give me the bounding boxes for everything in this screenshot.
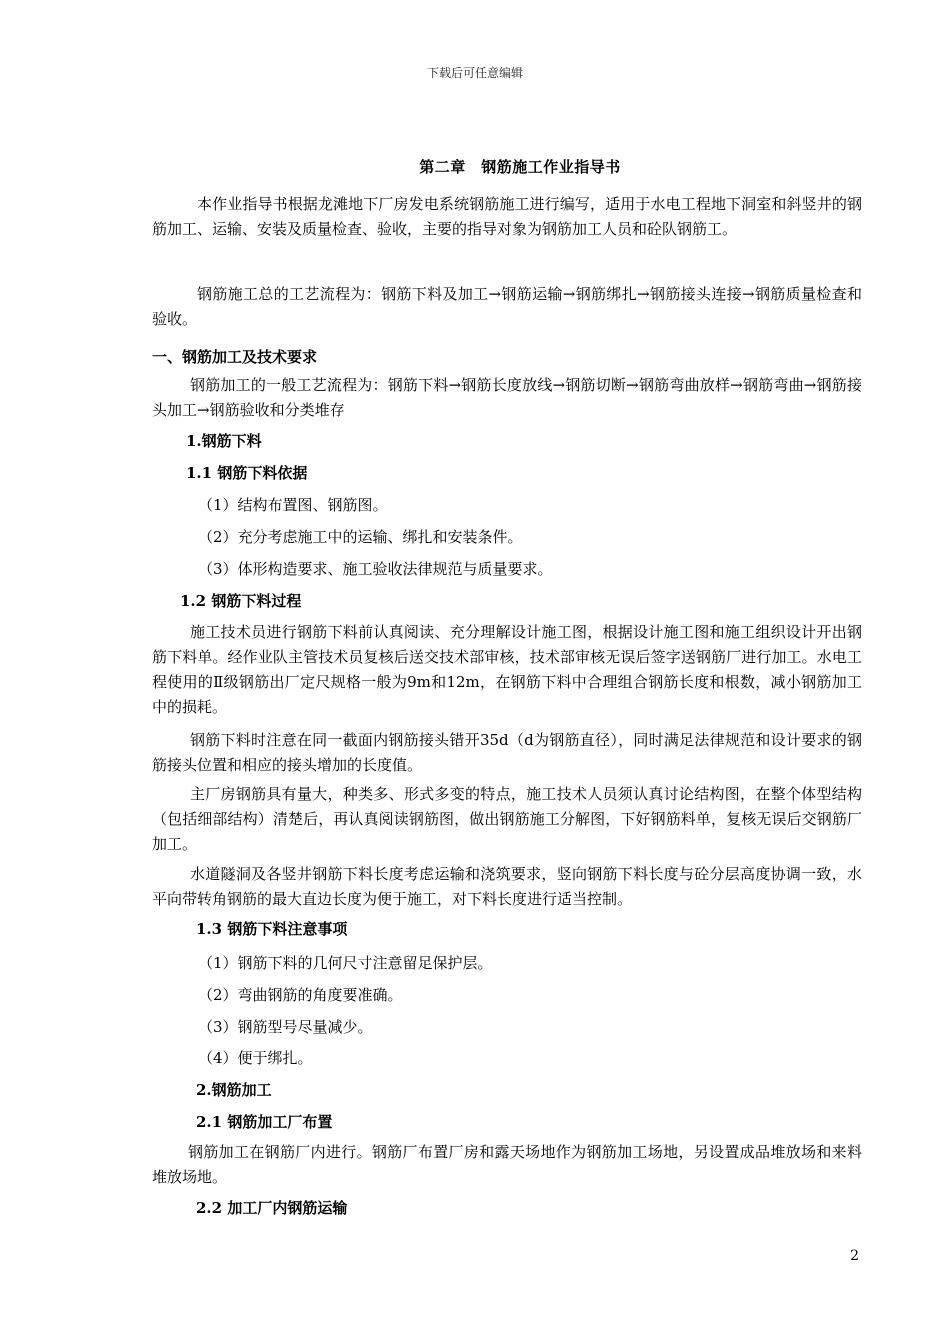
list-item: （1）钢筋下料的几何尺寸注意留足保护层。	[198, 954, 493, 972]
section-1-heading: 一、钢筋加工及技术要求	[152, 348, 318, 366]
page-header: 下载后可任意编辑	[426, 66, 523, 80]
subsection-2-heading: 2.钢筋加工	[196, 1081, 272, 1099]
subsection-1-heading: 1.钢筋下料	[186, 432, 262, 450]
list-item: （1）结构布置图、钢筋图。	[198, 496, 388, 514]
paragraph: 施工技术员进行钢筋下料前认真阅读、充分理解设计施工图，根据设计施工图和施工组织设计开出钢筋下料单。经作业队主管技术员复核后送交技术部审核，技术部审核无误后签字送钢筋厂进行加工。水电工程使用的Ⅱ级钢筋出厂定尺规格一般为9m和12m，在钢筋下料中合理组合钢筋长度和根数，减小钢筋加工中的损耗。	[152, 623, 862, 716]
subsection-2-2-heading: 2.2 加工厂内钢筋运输	[196, 1199, 348, 1217]
intro-paragraph-1: 本作业指导书根据龙滩地下厂房发电系统钢筋施工进行编写，适用于水电工程地下洞室和斜竖井的钢筋加工、运输、安装及质量检查、验收，主要的指导对象为钢筋加工人员和砼队钢筋工。	[152, 195, 862, 238]
section-1-flow: 钢筋加工的一般工艺流程为：钢筋下料→钢筋长度放线→钢筋切断→钢筋弯曲放样→钢筋弯曲→钢筋接头加工→钢筋验收和分类堆存	[152, 376, 862, 419]
list-item: （4）便于绑扎。	[198, 1049, 313, 1067]
paragraph: 钢筋下料时注意在同一截面内钢筋接头错开35d（d为钢筋直径），同时满足法律规范和设计要求的钢筋接头位置和相应的接头增加的长度值。	[152, 731, 862, 774]
subsection-1-3-heading: 1.3 钢筋下料注意事项	[196, 920, 348, 938]
paragraph: 钢筋加工在钢筋厂内进行。钢筋厂布置厂房和露天场地作为钢筋加工场地，另设置成品堆放场和来料堆放场地。	[152, 1143, 862, 1186]
paragraph: 主厂房钢筋具有量大，种类多、形式多变的特点，施工技术人员须认真讨论结构图，在整个体型结构（包括细部结构）清楚后，再认真阅读钢筋图，做出钢筋施工分解图，下好钢筋料单，复核无误后交钢筋厂加工。	[152, 785, 862, 853]
chapter-title: 第二章 钢筋施工作业指导书	[419, 158, 621, 176]
list-item: （2）充分考虑施工中的运输、绑扎和安装条件。	[198, 528, 523, 546]
intro-paragraph-2: 钢筋施工总的工艺流程为：钢筋下料及加工→钢筋运输→钢筋绑扎→钢筋接头连接→钢筋质量检查和验收。	[152, 285, 862, 328]
page-number: 2	[850, 1248, 859, 1264]
subsection-1-2-heading: 1.2 钢筋下料过程	[180, 592, 302, 610]
subsection-1-1-heading: 1.1 钢筋下料依据	[186, 464, 308, 482]
paragraph: 水道隧洞及各竖井钢筋下料长度考虑运输和浇筑要求，竖向钢筋下料长度与砼分层高度协调一致，水平向带转角钢筋的最大直边长度为便于施工，对下料长度进行适当控制。	[152, 865, 862, 908]
list-item: （3）钢筋型号尽量减少。	[198, 1018, 373, 1036]
list-item: （2）弯曲钢筋的角度要准确。	[198, 986, 403, 1004]
list-item: （3）体形构造要求、施工验收法律规范与质量要求。	[198, 560, 553, 578]
subsection-2-1-heading: 2.1 钢筋加工厂布置	[196, 1113, 333, 1131]
